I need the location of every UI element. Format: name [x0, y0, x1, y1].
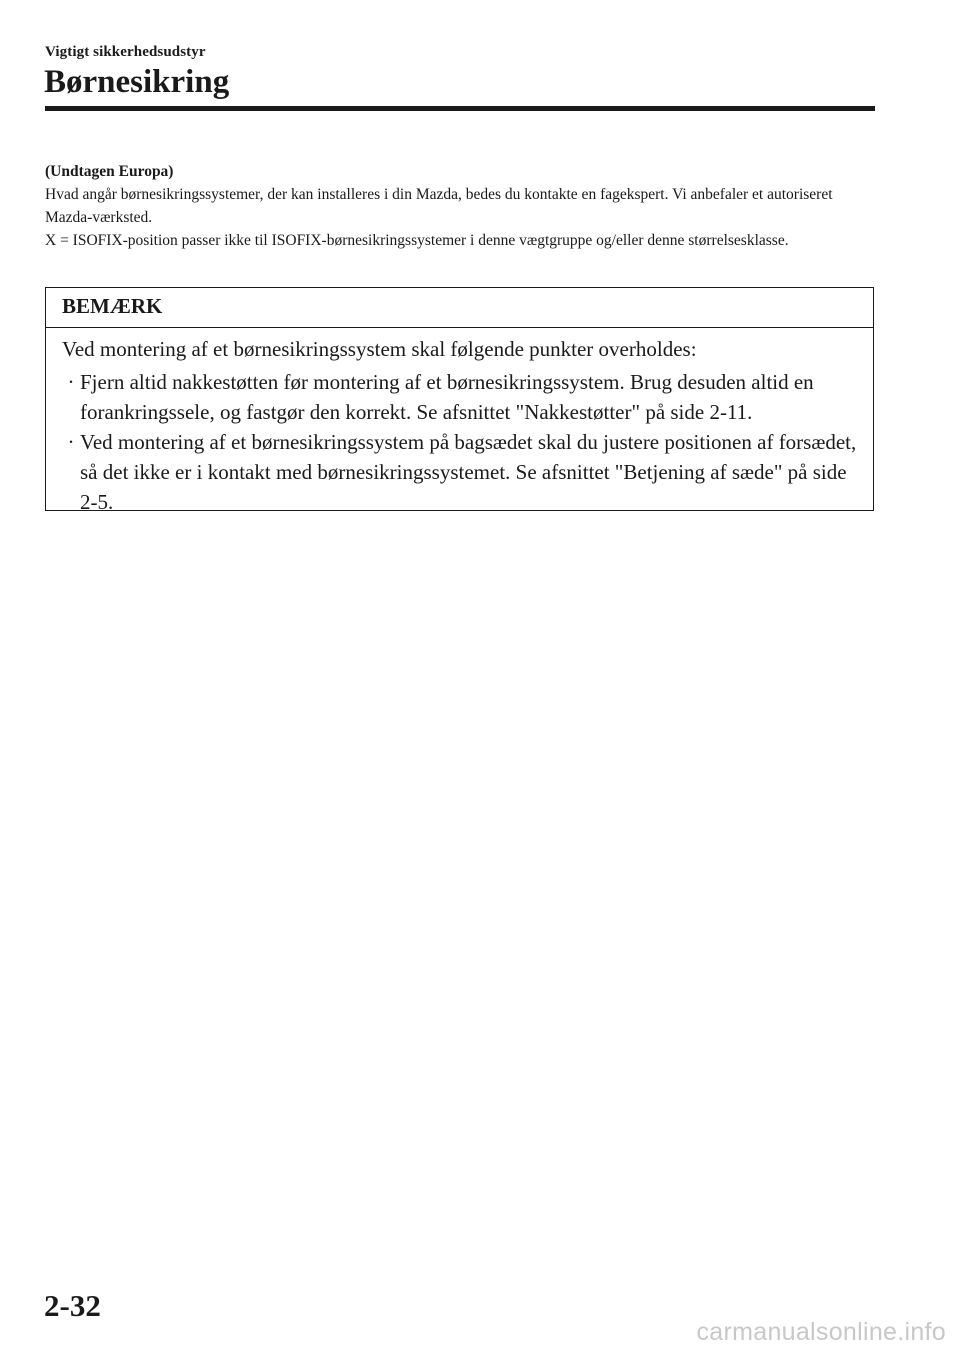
region-sub-heading: (Undtagen Europa) [45, 163, 174, 180]
note-item-seat-position [62, 427, 859, 517]
note-item-headrest [62, 367, 859, 427]
intro-section [45, 160, 877, 252]
watermark: carmanualsonline.info [696, 1318, 946, 1346]
isofix-legend-paragraph: X = ISOFIX-position passer ikke til ISOFIX-børnesikringssystemer i denne vægtgruppe og/eller denne størrelsesklasse. [45, 232, 789, 249]
title-rule [45, 106, 875, 111]
bullet-icon: · [67, 370, 75, 394]
note-item-text: Fjern altid nakkestøtten før montering af et børnesikringssystem. Brug desuden altid en forankringssele, og fastgør den korrekt. Se afsnittet "Nakkestøtter" på side 2-11. [80, 370, 814, 424]
page-number: 2-32 [44, 1288, 101, 1323]
note-item-text: Ved montering af et børnesikringssystem på bagsædet skal du justere positionen af forsædet, så det ikke er i kontakt med børnesikringssystemet. Se afsnittet "Betjening af sæde" på side 2-5. [80, 430, 857, 514]
section-label: Vigtigt sikkerhedsudstyr [45, 44, 206, 60]
intro-paragraph: Hvad angår børnesikringssystemer, der kan installeres i din Mazda, bedes du kontakte en fagekspert. Vi anbefaler et autoriseret Mazda-værksted. [45, 186, 833, 226]
note-body [46, 328, 873, 517]
note-box [45, 287, 874, 514]
bullet-icon: · [67, 430, 75, 454]
note-intro: Ved montering af et børnesikringssystem skal følgende punkter overholdes: [62, 337, 697, 361]
page-title: Børnesikring [44, 64, 230, 100]
note-title: BEMÆRK [46, 288, 873, 328]
note-list [62, 367, 859, 517]
